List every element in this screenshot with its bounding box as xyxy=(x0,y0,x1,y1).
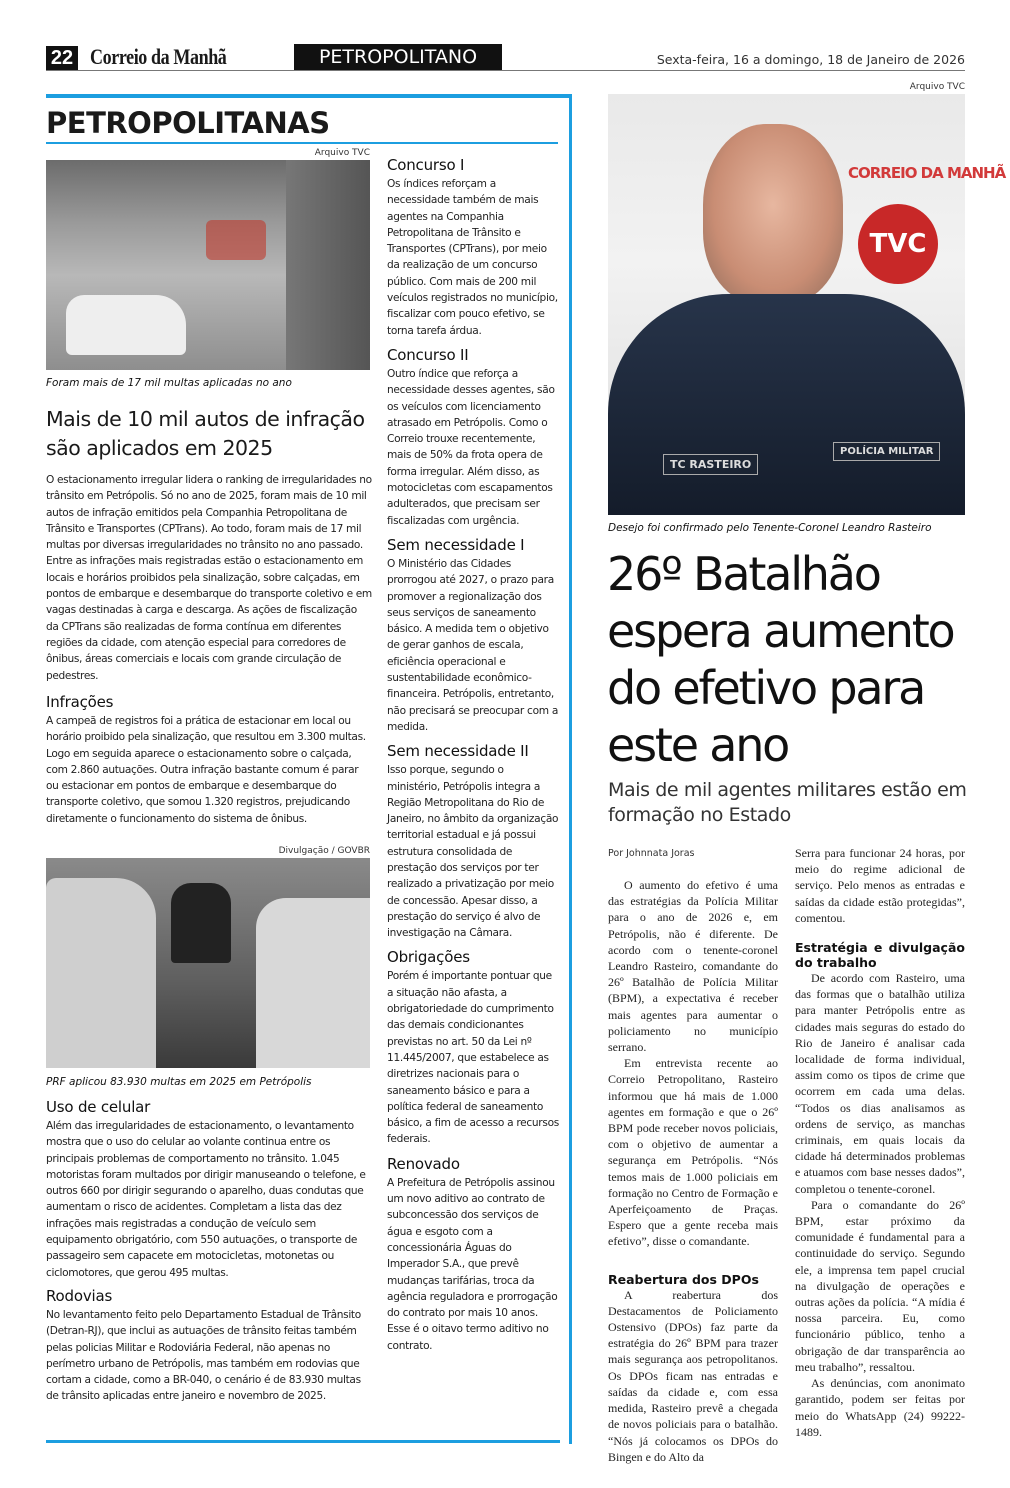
commander-photo xyxy=(608,94,1006,515)
section-label: PETROPOLITANO xyxy=(294,44,502,70)
car-shape xyxy=(66,295,186,355)
photo-caption: Desejo foi confirmado pelo Tenente-Coronel Leandro Rasteiro xyxy=(608,522,932,534)
uniform-shape xyxy=(608,294,965,515)
column-box-bottom xyxy=(46,1440,560,1443)
building-shape xyxy=(286,160,370,370)
feature-subheading: Reabertura dos DPOs xyxy=(608,1271,759,1287)
feature-column-2 xyxy=(795,845,965,1440)
photo-credit: Arquivo TVC xyxy=(909,82,965,92)
note-title: Concurso II xyxy=(387,345,469,364)
feature-headline: 26º Batalhão espera aumento do efetivo para este ano xyxy=(607,547,954,772)
photo-credit: Arquivo TVC xyxy=(314,148,370,158)
face-shape xyxy=(703,124,843,304)
header-rule xyxy=(46,70,965,71)
article-headline: Mais de 10 mil autos de infração são aplicados em 2025 xyxy=(46,407,365,460)
feature-paragraph: De acordo com Rasteiro, uma das formas que o batalhão utiliza para manter Petrópolis entre as cidades mais seguras do estado do Rio de Janeiro é analisar cada localidade de forma individual, assim como os tipos de crime que ocorrem em cada uma delas. “Todos os dias analisamos as ordens de serviço, as manchas criminais, em quais locais da cidade há determinados problemas e atuamos com base nesses dados”, completou o tenente-coronel. xyxy=(795,971,965,1196)
tvc-badge: TVC xyxy=(858,204,938,284)
car-shape xyxy=(206,220,266,260)
feature-paragraph: Em entrevista recente ao Correio Petropolitano, Rasteiro informou que há mais de 1.000 agentes em formação e que o 26º BPM pode receber novos policiais, com o objetivo de aumentar a segurança em Petrópolis. “Nós temos mais de 1.000 policiais em formação no Centro de Formação e Aperfeiçoamento de Praças. Espero que a gente receba mais efetivo”, disse o comandante. xyxy=(608,1056,778,1249)
subsection-text: Além das irregularidades de estacionamento, o levantamento mostra que o uso do celular ao volante continua entre os principais problemas de comportamento no trânsito. 1.045 motoristas foram multados por dirigir manuseando o telefone, e outros 660 por dirigir segurando o aparelho, duas condutas que aumentam o risco de acidentes. Completam a lista das dez infrações mais registradas a condução de veículo sem equipamento obrigatório, com 550 autuações, o transporte de passageiro sem capacete em motocicletas, motonetas ou ciclomotores, que gerou 495 multas. xyxy=(46,1120,366,1279)
note-title: Obrigações xyxy=(387,948,470,967)
title-underline xyxy=(46,142,558,144)
article-lead: O estacionamento irregular lidera o ranking de irregularidades no trânsito em Petrópolis. Só no ano de 2025, foram mais de 10 mil autos de infração emitidos pela Companhia Petropolitana de Trânsito e Transportes (CPTrans). Ao todo, foram mais de 17 mil multas por diversas irregularidades no trânsito no ano passado. Entre as infrações mais registradas estão o estacionamento em locais e horários proibidos pela sinalização, sobre calçadas, em pontos de embarque e desembarque do transporte coletivo e em vagas destinadas à carga e descarga. As ações de fiscalização da CPTrans são realizadas de forma contínua em diferentes regiões da cidade, com atenção especial para corredores de ônibus, áreas comerciais e locais com grande circulação de pedestres. xyxy=(46,474,372,682)
note-text: Isso porque, segundo o ministério, Petrópolis integra a Região Metropolitana do Rio de Janeiro, no âmbito da organização territorial estadual e já possui estrutura consolidada de prestação dos serviços por ter realizado a privatização por meio de concessão. Apesar disso, a prestação do serviço é alvo de investigação na Câmara. xyxy=(387,764,559,940)
feature-subheading: Estratégia e divulgação do trabalho xyxy=(795,940,965,971)
photo-caption: Foram mais de 17 mil multas aplicadas no ano xyxy=(46,377,292,389)
feature-paragraph: As denúncias, com anonimato garantido, podem ser feitas por meio do WhatsApp (24) 99222-1489. xyxy=(795,1376,965,1439)
car-shape xyxy=(46,878,156,1068)
subsection-title: Uso de celular xyxy=(46,1098,151,1116)
uniform-patch: POLÍCIA MILITAR xyxy=(833,442,940,461)
note-text: A Prefeitura de Petrópolis assinou um novo aditivo ao contrato de subconcessão dos serviços de água e esgoto com a concessionária Águas do Imperador S.A., que prevê mudanças tarifárias, troca da agência reguladora e prorrogação do contrato por mais 10 anos. Esse é o oitavo termo aditivo no contrato. xyxy=(387,1176,558,1352)
note-title: Sem necessidade II xyxy=(387,742,529,761)
prf-photo xyxy=(46,858,370,1068)
notes-column xyxy=(387,156,559,1354)
feature-paragraph: O aumento do efetivo é uma das estratégias da Polícia Militar para o ano de 2026 e, em Petrópolis, não é diferente. De acordo com o tenente-coronel Leandro Rasteiro, comandante do 26º Batalhão de Polícia Militar (BPM), a expectativa é receber mais agentes para aumentar o policiamento no município serrano. xyxy=(608,878,778,1055)
note-text: Outro índice que reforça a necessidade desses agentes, são os veículos com licenciamento atrasado em Petrópolis. Como o Correio trouxe recentemente, mais de 50% da frota opera de forma irregular. Além disso, as motocicletas com escapamentos adulterados, que precisam ser fiscalizadas com urgência. xyxy=(387,367,555,527)
feature-paragraph: Serra para funcionar 24 horas, por meio do regime adicional de serviço. Pelo menos as entradas e saídas da cidade estão protegidas”, comentou. xyxy=(795,846,965,925)
column-box-right xyxy=(569,94,572,1444)
subsection-text: No levantamento feito pelo Departamento Estadual de Trânsito (Detran-RJ), que inclui as autuações de trânsito feitas também pelas policias Militar e Rodoviária Federal, não apenas no perímetro urbano de Petrópolis, mas também em rodovias que cortam a cidade, como a BR-040, o cenário é de 83.930 multas de trânsito aplicadas entre janeiro e novembro de 2025. xyxy=(46,1308,361,1403)
column-box-top xyxy=(46,94,572,98)
car-shape xyxy=(256,898,370,1068)
feature-paragraph: A reabertura dos Destacamentos de Policiamento Ostensivo (DPOs) faz parte da estratégia do 26º BPM para trazer mais segurança aos petropolitanos. Os DPOs ficam nas entradas e saídas da cidade e, com essa medida, Rasteiro prevê a chegada de novos policiais para o batalhão. “Nós já colocamos os DPOs do Bingen e do Alto da xyxy=(608,1287,778,1464)
photo-credit: Divulgação / GOVBR xyxy=(278,846,370,856)
newspaper-logo: Correio da Manhã xyxy=(90,44,227,69)
note-title: Sem necessidade I xyxy=(387,535,525,554)
note-title: Concurso I xyxy=(387,156,465,174)
byline: Por Johnnata Joras xyxy=(608,848,695,859)
feature-paragraph: Para o comandante do 26º BPM, estar próximo da comunidade é fundamental para a continuidade do serviço. Segundo ele, a imprensa tem papel crucial na divulgação de operações e outras ações da polícia. “A mídia é nossa parceira. Eu, como funcionário público, tenho a obrigação de dar transparência ao meu trabalho”, ressaltou. xyxy=(795,1197,965,1374)
officer-shape xyxy=(171,883,231,963)
note-text: Os índices reforçam a necessidade também de mais agentes na Companhia Petropolitana de Trânsito e Transportes (CPTrans), por meio da realização de um concurso público. Com mais de 200 mil veículos registrados no município, fiscalizar com pouco efetivo, se torna tarefa árdua. xyxy=(387,178,558,337)
subsection-text: A campeã de registros foi a prática de estacionar em local ou horário proibido pela sinalização, que resultou em 3.300 multas. Logo em seguida aparece o estacionamento sobre o calçada, com 2.860 autuações. Outra infração bastante comum é parar ou estacionar em pontos de embarque e desembarque do transporte coletivo, que somou 1.320 registros, prejudicando diretamente o funcionamento do sistema de ônibus. xyxy=(46,715,366,825)
column-title: PETROPOLITANAS xyxy=(46,106,330,140)
issue-date: Sexta-feira, 16 a domingo, 18 de Janeiro de 2026 xyxy=(656,52,965,67)
note-text: Porém é importante pontuar que a situação não afasta, a obrigatoriedade do cumprimento das demais condicionantes previstas no art. 50 da Lei nº 11.445/2007, que estabelece as diretrizes nacionais para o saneamento básico e para a política federal de saneamento básico, a fim de acesso a recursos federais. xyxy=(387,970,559,1146)
feature-deck: Mais de mil agentes militares estão em formação no Estado xyxy=(608,779,967,826)
subsection xyxy=(46,693,372,827)
backdrop-logo: CORREIO DA MANHÃ xyxy=(848,164,1006,182)
subsection xyxy=(46,1098,372,1405)
feature-column-1 xyxy=(608,877,778,1465)
name-tag: TC RASTEIRO xyxy=(663,454,758,475)
subsection-title: Infrações xyxy=(46,693,114,711)
note-title: Renovado xyxy=(387,1154,460,1173)
page-number: 22 xyxy=(46,46,78,70)
subsection-title: Rodovias xyxy=(46,1286,113,1305)
note-text: O Ministério das Cidades prorrogou até 2027, o prazo para promover a regionalização dos seus serviços de saneamento básico. A medida tem o objetivo de gerar ganhos de escala, eficiência operacional e sustentabilidade econômico-financeira. Petrópolis, entretanto, não precisará se preocupar com a medida. xyxy=(387,557,559,733)
traffic-photo xyxy=(46,160,370,370)
photo-caption: PRF aplicou 83.930 multas em 2025 em Petrópolis xyxy=(46,1076,312,1088)
